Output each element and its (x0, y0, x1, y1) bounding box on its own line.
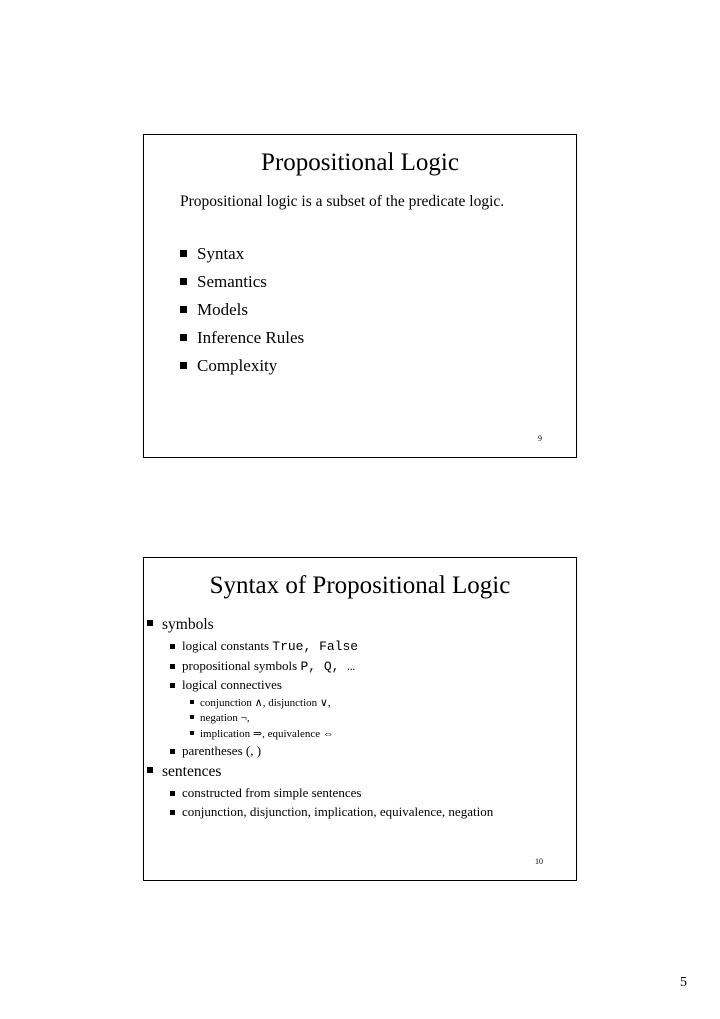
list-item-implication: implication ⇒, equivalence ⇔ (190, 727, 334, 740)
bullet-icon (170, 664, 175, 669)
bullet-icon (170, 791, 175, 796)
bullet-icon (180, 278, 187, 285)
list-item-conjunction: conjunction ∧, disjunction ∨, (190, 696, 331, 709)
bullet-icon (190, 731, 194, 735)
bullet-icon (170, 810, 175, 815)
list-item: Models (180, 296, 304, 324)
bullet-icon (170, 749, 175, 754)
list-item: Syntax (180, 240, 304, 268)
list-item-negation: negation ¬, (190, 712, 250, 724)
bullet-icon (180, 306, 187, 313)
list-item: Inference Rules (180, 324, 304, 352)
bullet-icon (170, 683, 175, 688)
bullet-icon (180, 334, 187, 341)
bullet-icon (170, 644, 175, 649)
slide-10 (143, 557, 577, 881)
slide-9 (143, 134, 577, 458)
list-item-sentences: sentences (147, 763, 221, 781)
list-item: Semantics (180, 268, 304, 296)
slide-title: Propositional Logic (261, 149, 459, 176)
bullet-icon (180, 250, 187, 257)
bullet-icon (190, 715, 194, 719)
list-item: Complexity (180, 352, 304, 380)
slide-intro: Propositional logic is a subset of the predicate logic. (180, 193, 505, 210)
bullet-icon (147, 767, 153, 773)
list-item-kinds: conjunction, disjunction, implication, equivalence, negation (170, 804, 493, 820)
list-item-constants: logical constants True, False (170, 638, 358, 654)
topic-list (180, 240, 304, 380)
page-number: 5 (680, 975, 687, 990)
list-item-parentheses: parentheses (, ) (170, 743, 261, 759)
list-item-propositional-symbols: propositional symbols P, Q, … (170, 658, 355, 674)
slide-number: 9 (538, 434, 542, 443)
bullet-icon (147, 620, 153, 626)
slide-title: Syntax of Propositional Logic (209, 572, 511, 599)
list-item-constructed: constructed from simple sentences (170, 785, 361, 801)
bullet-icon (180, 362, 187, 369)
bullet-icon (190, 700, 194, 704)
list-item-connectives: logical connectives (170, 677, 282, 693)
slide-number: 10 (535, 857, 543, 866)
list-item-symbols: symbols (147, 616, 214, 634)
